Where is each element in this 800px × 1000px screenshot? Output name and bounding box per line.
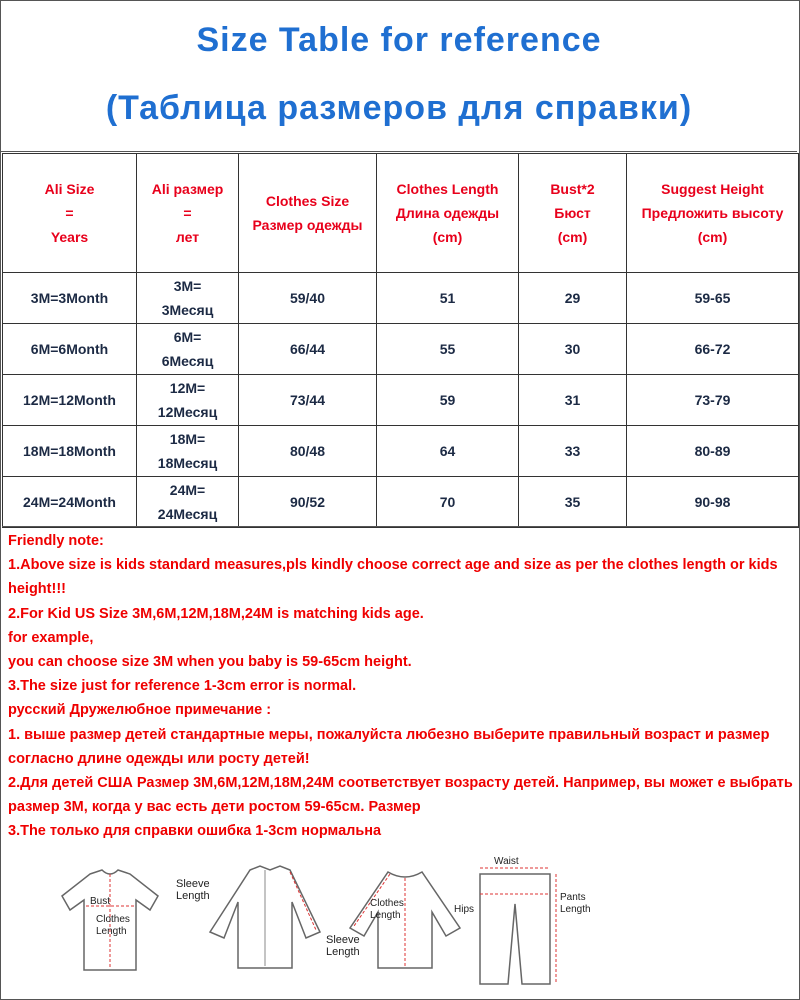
cell-clothes-length: 59 [377,375,519,426]
header-suggest-height: Suggest Height Предложить высоту (cm) [627,154,799,273]
cell-suggest-height: 73-79 [627,375,799,426]
cell-clothes-size: 59/40 [239,273,377,324]
header-ali-size: Ali Size = Years [3,154,137,273]
cell-ali-size-ru: 3M= 3Месяц [137,273,239,324]
header-clothes-length: Clothes Length Длина одежды (cm) [377,154,519,273]
label-clothes-length: Clothes Length [96,914,130,937]
cell-suggest-height: 80-89 [627,426,799,477]
title-line-russian: (Таблица размеров для справки) [105,89,693,127]
cell-bust: 35 [519,477,627,528]
note-line: for example, [8,629,94,646]
label-pants-length: Pants Length [560,892,591,915]
friendly-notes [2,526,798,844]
header-bust: Bust*2 Бюст (cm) [519,154,627,273]
cell-ali-size: 18M=18Month [3,426,137,477]
cell-clothes-size: 73/44 [239,375,377,426]
cell-clothes-length: 51 [377,273,519,324]
cell-ali-size-ru: 18M= 18Месяц [137,426,239,477]
cell-suggest-height: 66-72 [627,324,799,375]
size-table [2,153,799,528]
note-heading-ru: русский Дружелюбное примечание : [8,702,272,719]
table-row [3,375,799,426]
measurement-diagrams [40,852,600,992]
cell-clothes-length: 55 [377,324,519,375]
shirt-sleeve-diagram [200,862,330,972]
page-title [1,1,797,152]
cell-clothes-length: 64 [377,426,519,477]
cell-bust: 29 [519,273,627,324]
table-row [3,324,799,375]
header-ali-size-ru: Ali размер = лет [137,154,239,273]
label-bust: Bust [90,896,111,907]
cell-ali-size: 3M=3Month [3,273,137,324]
title-line-english: Size Table for reference [196,21,602,59]
cell-clothes-size: 80/48 [239,426,377,477]
table-row [3,273,799,324]
cell-clothes-size: 66/44 [239,324,377,375]
table-header-row [3,154,799,273]
cell-bust: 30 [519,324,627,375]
cell-ali-size: 12M=12Month [3,375,137,426]
header-clothes-size: Clothes Size Размер одежды [239,154,377,273]
cell-ali-size: 6M=6Month [3,324,137,375]
label-waist: Waist [494,856,519,867]
note-line: 3.The только для справки ошибка 1-3cm нормальна [8,823,382,840]
cell-suggest-height: 59-65 [627,273,799,324]
label-sleeve-length: Sleeve Length [176,878,210,902]
cell-ali-size: 24M=24Month [3,477,137,528]
note-line: 1. выше размер детей стандартные меры, пожалуйста любезно выберите правильный возраст и размер согласно длине одежды или росту детей! [8,726,770,767]
cell-ali-size-ru: 6M= 6Месяц [137,324,239,375]
note-line: 2.For Kid US Size 3M,6M,12M,18M,24M is matching kids age. [8,605,424,622]
label-sleeve-length: Sleeve Length [326,934,360,958]
label-hips: Hips [454,904,475,915]
label-clothes-length: Clothes Length [370,898,404,921]
cell-clothes-length: 70 [377,477,519,528]
cell-clothes-size: 90/52 [239,477,377,528]
cell-ali-size-ru: 24M= 24Месяц [137,477,239,528]
table-row [3,426,799,477]
note-line: 2.Для детей США Размер 3M,6M,12M,18M,24M соответствует возрасту детей. Например, вы может е выбрать размер 3M, когда у вас есть дети ростом 59-65см. Размер [8,775,793,816]
pants-diagram [470,864,560,988]
note-line: 3.The size just for reference 1-3cm error is normal. [8,678,357,695]
note-line: you can choose size 3M when you baby is 59-65cm height. [8,654,412,671]
cell-bust: 33 [519,426,627,477]
cell-suggest-height: 90-98 [627,477,799,528]
note-heading: Friendly note: [8,533,104,549]
table-row [3,477,799,528]
cell-bust: 31 [519,375,627,426]
note-line: 1.Above size is kids standard measures,pls kindly choose correct age and size as per the clothes length or kids height!!! [8,557,778,598]
cell-ali-size-ru: 12M= 12Месяц [137,375,239,426]
